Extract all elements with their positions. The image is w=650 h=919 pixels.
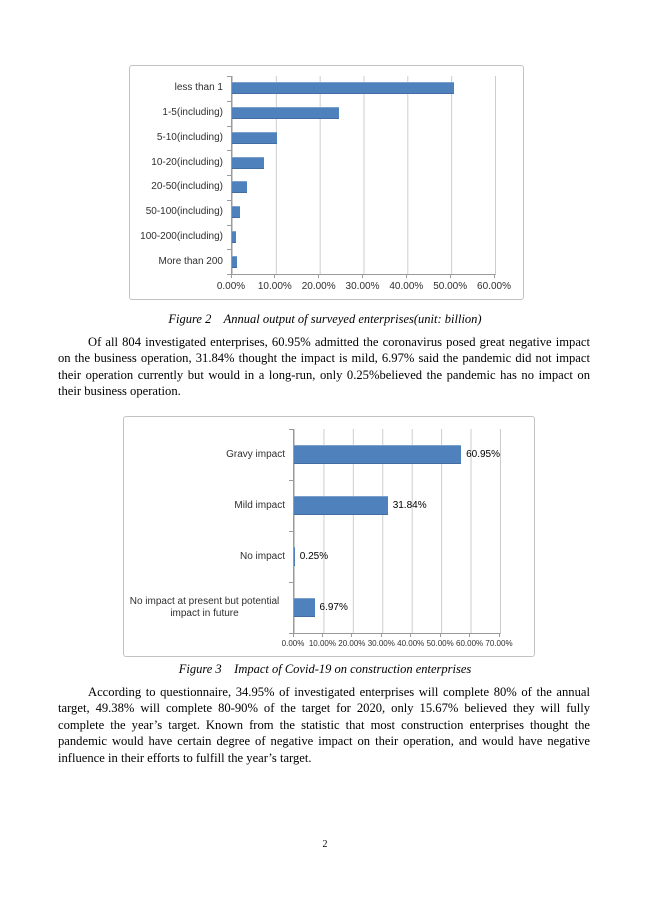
axis-tick [322, 633, 323, 637]
bar [294, 496, 388, 515]
category-axis-tick [227, 101, 231, 102]
bar [294, 445, 461, 464]
x-tick-label: 40.00% [397, 639, 425, 648]
bar-row [232, 225, 495, 250]
category-label: Gravy impact [226, 448, 285, 460]
category-label: 5-10(including) [156, 131, 223, 143]
axis-tick [362, 274, 363, 278]
category-label: less than 1 [174, 82, 223, 94]
value-label: 6.97% [319, 602, 348, 613]
axis-tick [274, 274, 275, 278]
figure3-category-axis-labels [124, 429, 293, 633]
bar-row [294, 582, 500, 633]
category-label: 100-200(including) [140, 230, 223, 242]
figure2-x-axis-tick-labels [216, 281, 511, 293]
value-label: 31.84% [392, 500, 427, 511]
paragraph-1: Of all 804 investigated enterprises, 60.95% admitted the coronavirus posed great negative impact on the business operation, 31.84% thought the impact is mild, 6.97% said the pandemic did not impact their operation currently but would in a long-run, only 0.25%believed the pandemic has no impact on their business operation. [58, 335, 590, 399]
figure3-x-axis-tick-labels [281, 639, 513, 651]
category-axis-tick [289, 429, 293, 430]
bar [232, 107, 339, 119]
category-label: 10-20(including) [151, 156, 223, 168]
axis-tick [381, 633, 382, 637]
bar-row [232, 101, 495, 126]
category-axis-tick [289, 480, 293, 481]
bar-row [232, 76, 495, 101]
category-label: No impact [239, 550, 285, 562]
category-label: 50-100(including) [145, 206, 223, 218]
figure2-caption: Figure 2 Annual output of surveyed enterprises(unit: billion) [168, 312, 482, 326]
page-number: 2 [322, 839, 328, 850]
x-tick-label: 60.00% [477, 281, 511, 292]
category-axis-tick [227, 249, 231, 250]
category-label: No impact at present but potential impact in future [129, 595, 280, 619]
bar-row [294, 480, 500, 531]
figure3-caption: Figure 3 Impact of Covid-19 on construction enterprises [178, 662, 472, 676]
category-axis-tick [227, 200, 231, 201]
figure3-plot-area [293, 429, 501, 634]
value-label: 0.25% [299, 551, 329, 562]
bar [232, 82, 454, 94]
axis-tick [499, 633, 500, 637]
category-label: 1-5(including) [162, 107, 223, 119]
x-tick-label: 10.00% [257, 281, 292, 292]
figure2-category-axis-labels [130, 76, 231, 274]
category-axis-tick [227, 175, 231, 176]
x-tick-label: 60.00% [455, 639, 484, 648]
x-tick-label: 50.00% [433, 281, 468, 292]
bar [232, 231, 236, 243]
x-tick-label: 10.00% [308, 639, 336, 648]
paragraph-2: According to questionnaire, 34.95% of investigated enterprises will complete 80% of the annual target, 49.38% will complete 80-90% of the target for 2020, only 15.67% believed they will fully complete the year’s target. Known from the statistic that most construction enterprises thought the pandemic would have certain degree of negative impact on their operation, and would have negative influence in their efforts to fulfill the year’s target. [58, 685, 590, 765]
value-label: 60.95% [466, 449, 500, 460]
bar [232, 132, 277, 144]
bar-row [294, 531, 500, 582]
axis-tick [450, 274, 451, 278]
category-label: More than 200 [158, 255, 223, 267]
figure2-value-axis-ticks [231, 274, 494, 278]
bar [232, 181, 247, 193]
bar [232, 256, 237, 268]
figure2-category-axis-ticks [227, 76, 231, 274]
x-tick-label: 70.00% [485, 639, 513, 648]
category-label: Mild impact [234, 499, 285, 511]
x-tick-label: 0.00% [281, 639, 305, 648]
category-axis-tick [227, 274, 231, 275]
bar-row [294, 429, 500, 480]
x-tick-label: 30.00% [367, 639, 395, 648]
x-tick-label: 20.00% [301, 281, 336, 292]
axis-tick [318, 274, 319, 278]
axis-tick [410, 633, 411, 637]
x-tick-label: 0.00% [216, 281, 246, 292]
axis-tick [469, 633, 470, 637]
figure3-value-axis-ticks [293, 633, 499, 637]
figure3-category-axis-ticks [289, 429, 293, 633]
category-label: 20-50(including) [151, 181, 223, 193]
category-axis-tick [227, 150, 231, 151]
bar-row [232, 126, 495, 151]
bar-row [232, 249, 495, 274]
bar-row [232, 150, 495, 175]
x-tick-label: 30.00% [345, 281, 380, 292]
category-axis-tick [289, 633, 293, 634]
bar [294, 547, 295, 566]
figure3-chart [123, 416, 535, 657]
bar-row [232, 200, 495, 225]
bar-row [232, 175, 495, 200]
category-axis-tick [227, 76, 231, 77]
axis-tick [494, 274, 495, 278]
figure2-plot-area [231, 76, 496, 275]
x-tick-label: 50.00% [426, 639, 454, 648]
axis-tick [440, 633, 441, 637]
category-axis-tick [227, 225, 231, 226]
category-axis-tick [289, 531, 293, 532]
x-tick-label: 20.00% [338, 639, 366, 648]
axis-tick [351, 633, 352, 637]
x-tick-label: 40.00% [389, 281, 424, 292]
bar [294, 598, 315, 617]
category-axis-tick [289, 582, 293, 583]
axis-tick [406, 274, 407, 278]
bar [232, 206, 240, 218]
figure2-chart [129, 65, 524, 300]
category-axis-tick [227, 126, 231, 127]
bar [232, 157, 264, 169]
